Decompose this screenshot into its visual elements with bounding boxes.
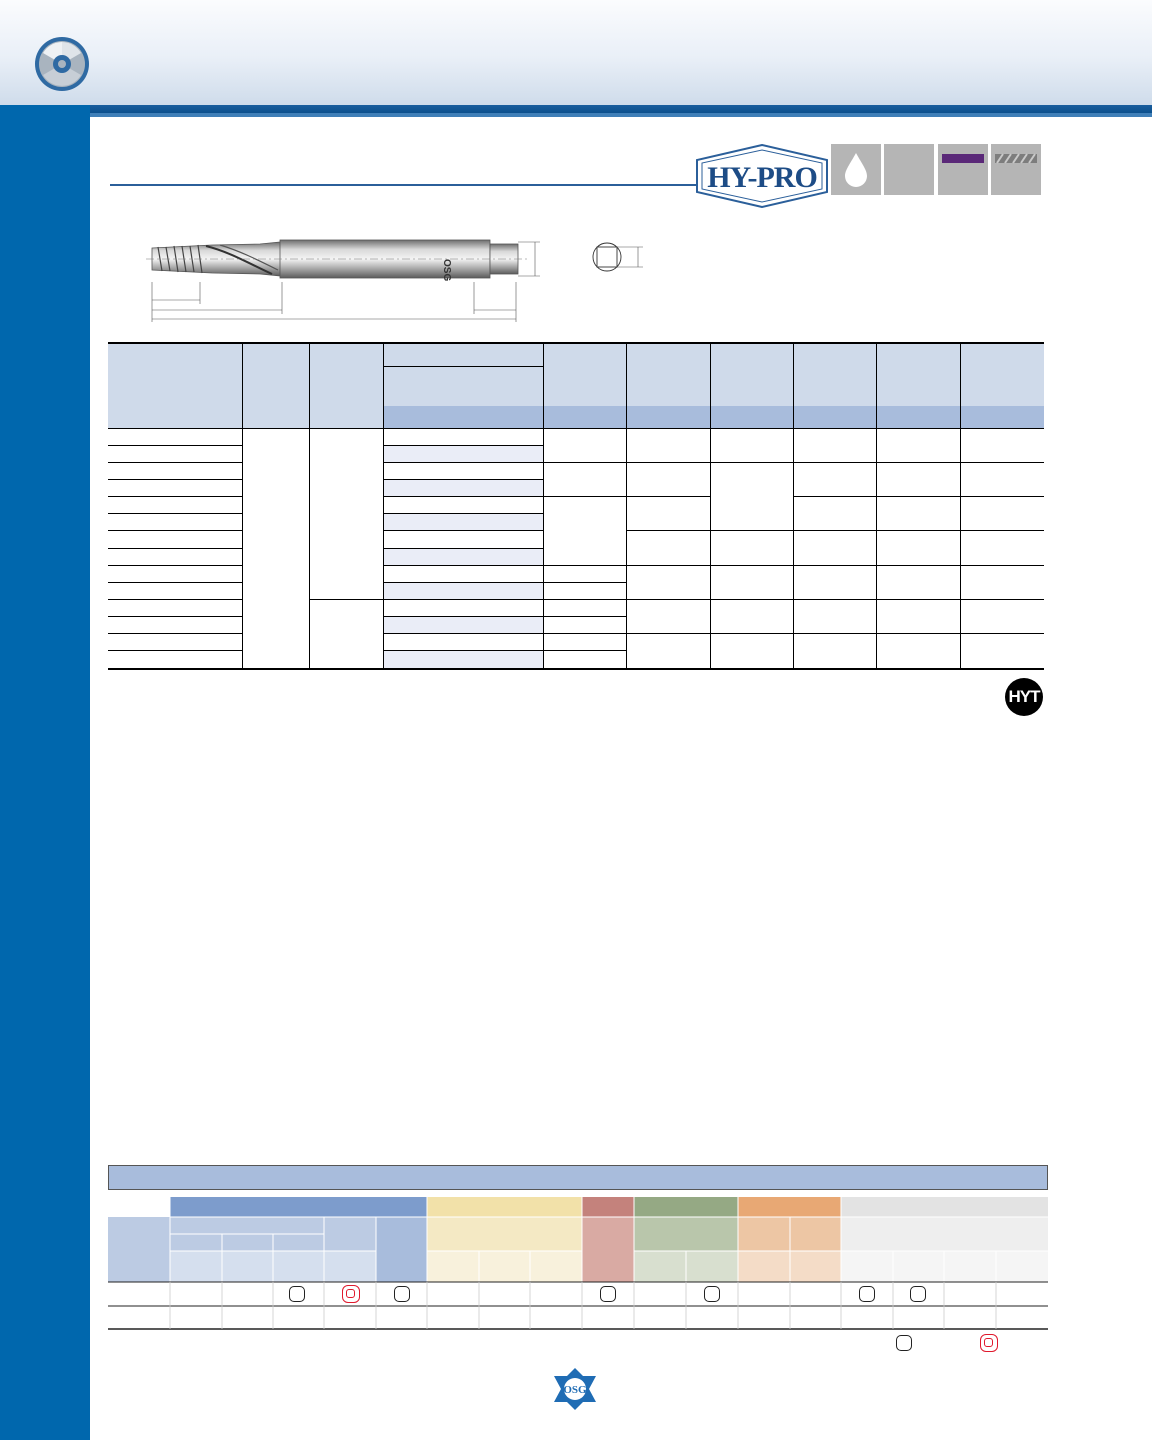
suitable-symbol [704, 1286, 720, 1302]
header-rule [0, 105, 1152, 113]
best-suited-symbol [342, 1285, 360, 1303]
header-band [0, 0, 1152, 105]
suitable-symbol [859, 1286, 875, 1302]
shank-marking: OSG [441, 259, 452, 282]
suitable-symbol [289, 1286, 305, 1302]
hatched-bar-icon [991, 144, 1041, 195]
dimension-table [108, 342, 1044, 670]
gear-triskelion-icon [34, 36, 90, 92]
legend-best-suited-symbol [980, 1334, 998, 1352]
hyt-badge: HYT [1005, 678, 1043, 716]
section-title-rule [110, 184, 700, 186]
suitable-symbol [600, 1286, 616, 1302]
legend-suitable-symbol [896, 1335, 912, 1351]
svg-text:OSG: OSG [563, 1384, 587, 1396]
header-rule-light [0, 113, 1152, 117]
osg-logo-icon [553, 1367, 597, 1411]
purple-bar-icon [938, 144, 988, 195]
svg-text:HY-PRO: HY-PRO [707, 161, 817, 194]
hy-pro-logo [696, 144, 828, 208]
suitable-symbol [910, 1286, 926, 1302]
blank-property-icon [884, 144, 934, 195]
tap-drawing [140, 232, 660, 332]
application-table [108, 1165, 1048, 1330]
side-bar [0, 105, 90, 1440]
suitable-symbol [394, 1286, 410, 1302]
oil-drop-icon [831, 144, 881, 195]
